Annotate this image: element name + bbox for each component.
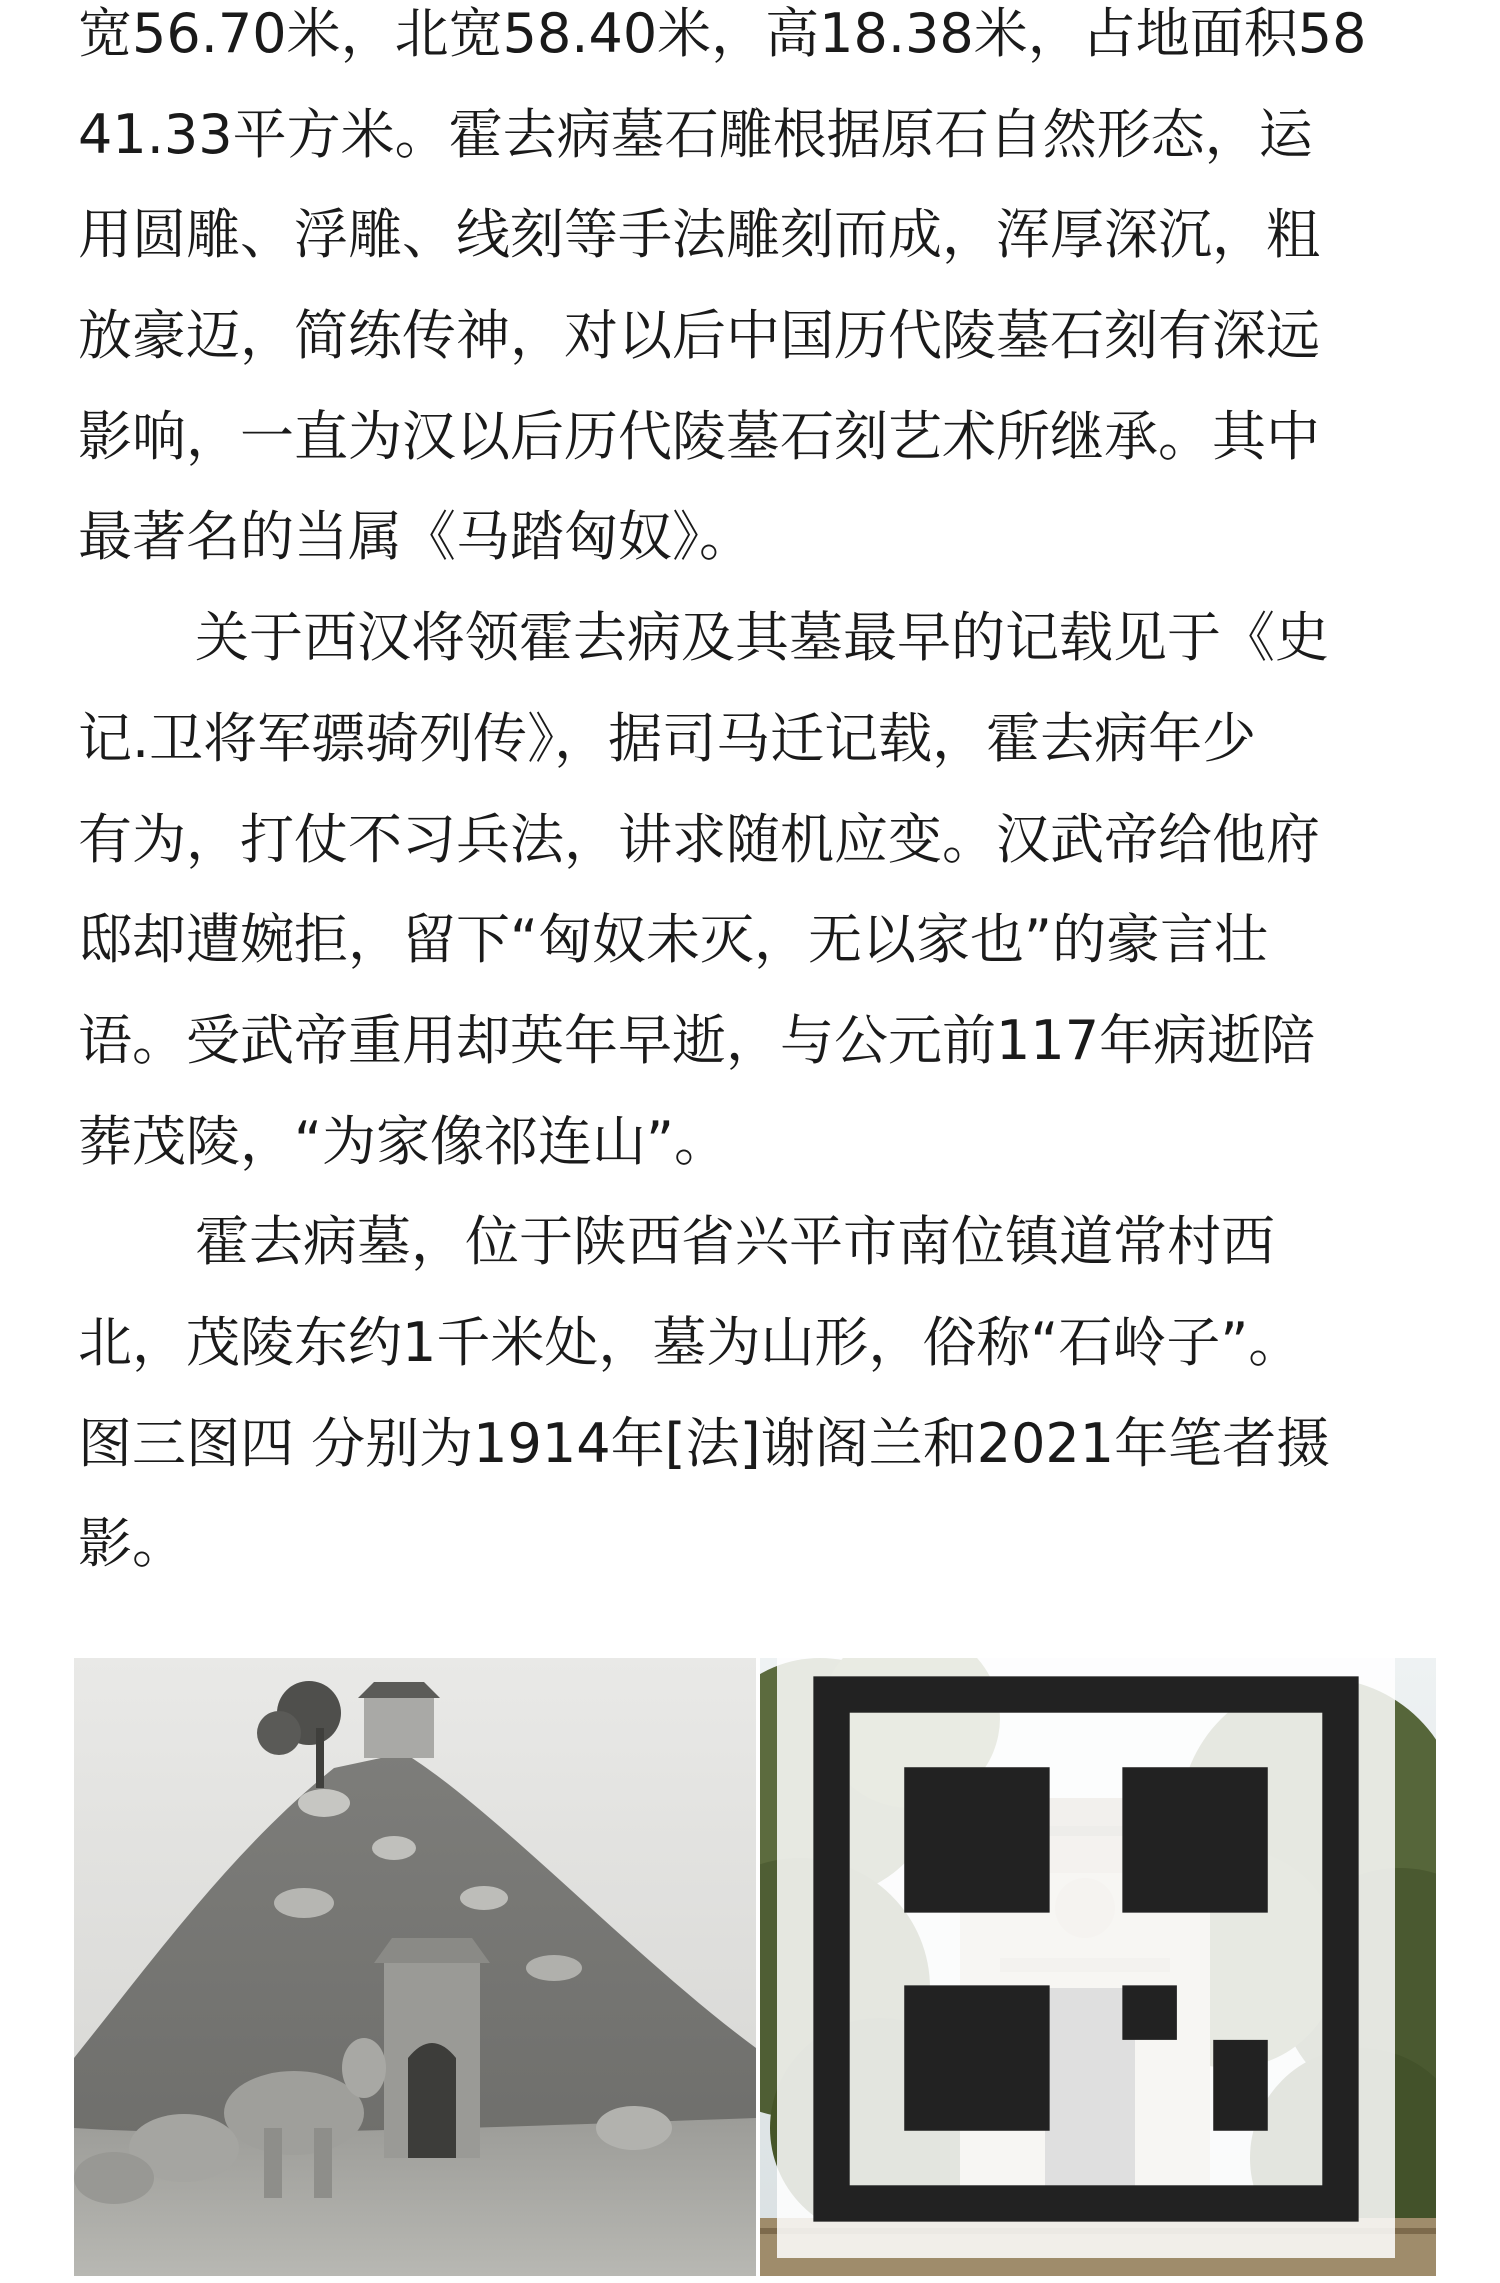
text-line: 有为，打仗不习兵法，讲求随机应变。汉武帝给他府 xyxy=(78,807,1320,871)
text-line: 影。 xyxy=(78,1512,186,1576)
tomb-photo-1914-image xyxy=(74,1658,756,2276)
text-line: 邸却遭婉拒，留下“匈奴未灭，无以家也”的豪言壮 xyxy=(78,908,1268,972)
paragraph-start-line: 关于西汉将领霍去病及其墓最早的记载见于《史 xyxy=(195,606,1329,670)
text-line: 记.卫将军骠骑列传》，据司马迁记载，霍去病年少 xyxy=(78,706,1257,770)
text-line: 最著名的当属《马踏匈奴》。 xyxy=(78,505,753,569)
tomb-photo-1914 xyxy=(74,1658,756,2276)
article-body xyxy=(78,0,1458,1595)
text-line: 宽56.70米，北宽58.40米，高18.38米，占地面积58 xyxy=(78,2,1367,65)
text-line: 放豪迈，简练传神，对以后中国历代陵墓石刻有深远 xyxy=(78,304,1320,368)
text-line: 用圆雕、浮雕、线刻等手法雕刻而成，浑厚深沉，粗 xyxy=(78,203,1320,267)
text-line: 葬茂陵，“为家像祁连山”。 xyxy=(78,1109,728,1173)
text-line: 图三图四 分别为1914年[法]谢阁兰和2021年笔者摄 xyxy=(78,1411,1331,1475)
text-line: 影响，一直为汉以后历代陵墓石刻艺术所继承。其中 xyxy=(78,404,1320,468)
paragraph-start-line: 霍去病墓，位于陕西省兴平市南位镇道常村西 xyxy=(195,1210,1275,1274)
text-line: 语。受武帝重用却英年早逝，与公元前117年病逝陪 xyxy=(78,1008,1316,1072)
text-line: 北，茂陵东约1千米处，墓为山形，俗称“石岭子”。 xyxy=(78,1310,1303,1374)
tomb-photo-2021 xyxy=(760,1658,1436,2276)
figure-photos xyxy=(74,1658,1436,2276)
qr-code-icon xyxy=(760,1658,1424,2258)
text-line: 41.33平方米。霍去病墓石雕根据原石自然形态，运 xyxy=(78,102,1313,166)
